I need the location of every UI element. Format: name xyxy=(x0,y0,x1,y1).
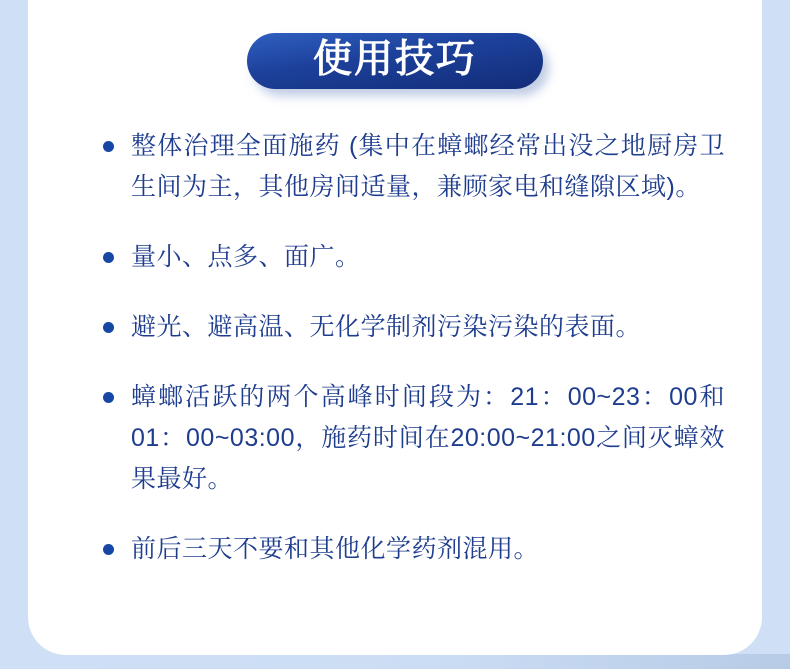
tip-text: 量小、点多、面广。 xyxy=(131,243,361,271)
section-title: 使用技巧 xyxy=(312,38,477,81)
bullet-dot-icon xyxy=(103,252,114,263)
tip-text: 整体治理全面施药 (集中在蟑螂经常出没之地厨房卫生间为主，其他房间适量，兼顾家电和缝隙区域)。 xyxy=(131,132,725,201)
tip-text: 蟑螂活跃的两个高峰时间段为：21：00~23：00和01：00~03:00，施药时间在20:00~21:00之间灭蟑效果最好。 xyxy=(131,383,725,493)
section-title-pill xyxy=(247,33,543,89)
list-item xyxy=(103,377,725,500)
tip-text: 避光、避高温、无化学制剂污染污染的表面。 xyxy=(131,313,642,341)
list-item xyxy=(103,237,725,278)
tip-text: 前后三天不要和其他化学药剂混用。 xyxy=(131,535,540,563)
tips-list xyxy=(103,126,725,599)
bullet-dot-icon xyxy=(103,392,114,403)
list-item xyxy=(103,307,725,348)
bullet-dot-icon xyxy=(103,544,114,555)
bullet-dot-icon xyxy=(103,322,114,333)
list-item xyxy=(103,126,725,208)
bottom-background-band xyxy=(0,654,790,669)
bullet-dot-icon xyxy=(103,141,114,152)
usage-tips-card xyxy=(28,0,762,655)
list-item xyxy=(103,529,725,570)
